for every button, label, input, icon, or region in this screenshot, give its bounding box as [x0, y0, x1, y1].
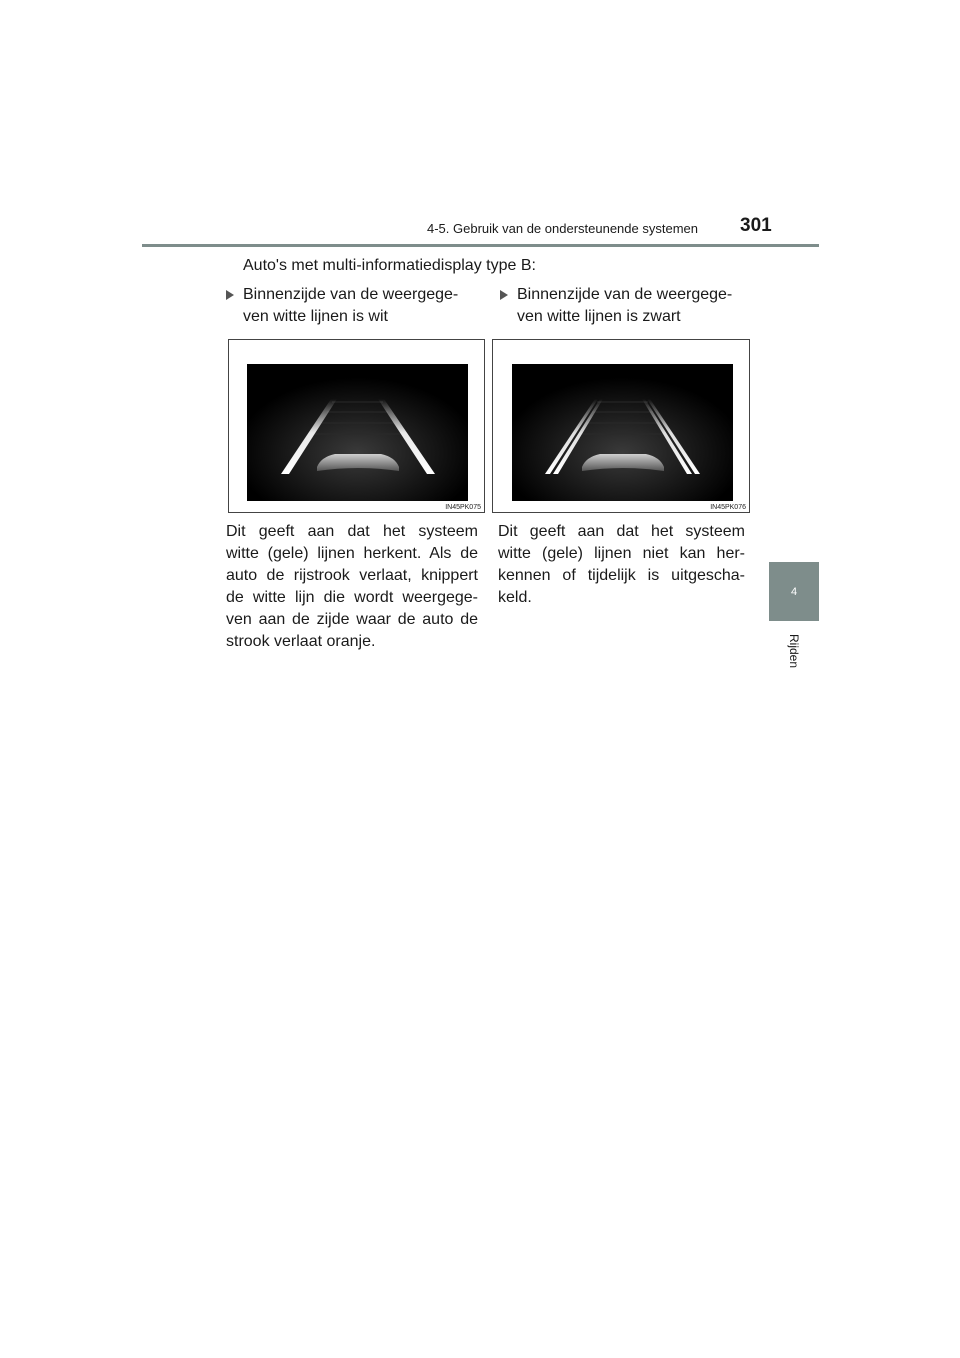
- right-paragraph: [498, 521, 745, 609]
- paragraph-line: strook verlaat oranje.: [226, 633, 376, 650]
- figure-code: IN45PK076: [710, 504, 746, 511]
- paragraph-line: witte (gele) lijnen niet kan her-: [498, 545, 745, 562]
- display-screen: [247, 364, 468, 501]
- chapter-tab[interactable]: [769, 562, 819, 621]
- right-bullet-line: Binnenzijde van de weergege-: [517, 286, 733, 303]
- paragraph-line: keld.: [498, 589, 532, 606]
- left-paragraph: [226, 521, 478, 653]
- paragraph-line: auto de rijstrook verlaat, knippert: [226, 567, 478, 584]
- header-section-title: 4-5. Gebruik van de ondersteunende systemen: [426, 221, 698, 236]
- right-figure: [492, 339, 750, 513]
- page-number: 301: [740, 215, 772, 236]
- bullet-arrow-icon: [500, 290, 508, 300]
- screen-glow: [512, 364, 733, 501]
- left-bullet: [226, 284, 458, 328]
- paragraph-line: de witte lijn die wordt weergege-: [226, 589, 478, 606]
- paragraph-line: kennen of tijdelijk is uitgescha-: [498, 567, 745, 584]
- display-screen: [512, 364, 733, 501]
- screen-glow: [247, 364, 468, 501]
- paragraph-line: ven aan de zijde waar de auto de: [226, 611, 478, 628]
- bullet-arrow-icon: [226, 290, 234, 300]
- paragraph-line: Dit geeft aan dat het systeem: [498, 523, 745, 540]
- paragraph-line: witte (gele) lijnen herkent. Als de: [226, 545, 478, 562]
- right-bullet: [500, 284, 732, 328]
- left-bullet-line: ven witte lijnen is wit: [243, 308, 388, 325]
- header-rule: [142, 244, 819, 247]
- paragraph-line: Dit geeft aan dat het systeem: [226, 523, 478, 540]
- left-bullet-line: Binnenzijde van de weergege-: [243, 286, 459, 303]
- chapter-number: 4: [790, 585, 798, 598]
- intro-text: Auto's met multi-informatiedisplay type B:: [243, 257, 536, 274]
- lane-display-illustration: [247, 364, 468, 501]
- lane-display-illustration: [512, 364, 733, 501]
- left-figure: [228, 339, 485, 513]
- figure-code: IN45PK075: [445, 504, 481, 511]
- chapter-label: Rijden: [787, 633, 801, 669]
- right-bullet-line: ven witte lijnen is zwart: [517, 308, 681, 325]
